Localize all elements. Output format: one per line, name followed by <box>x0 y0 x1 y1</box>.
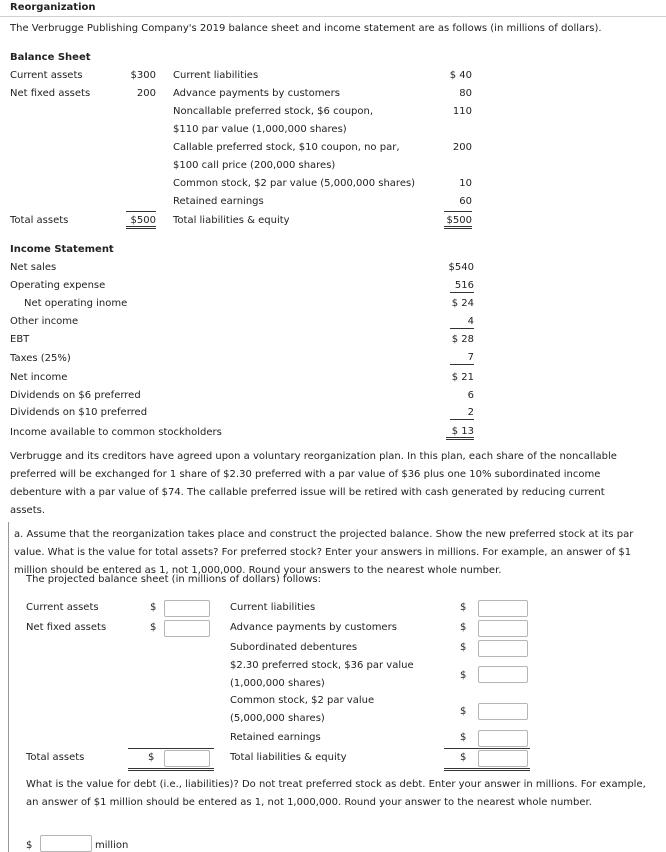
is-other-income-value: 4 <box>450 316 474 329</box>
is-income-common-label: Income available to common stockholders <box>10 427 222 438</box>
bs-total-assets-value: $500 <box>126 211 156 229</box>
bs-retained-earnings-label: Retained earnings <box>173 196 264 207</box>
is-net-sales-label: Net sales <box>10 262 57 273</box>
is-net-operating-income-label: Net operating inome <box>24 298 128 309</box>
is-div-10-preferred-label: Dividends on $10 preferred <box>10 407 148 418</box>
proj-advance-payments-input[interactable] <box>478 620 528 637</box>
proj-total-assets-label: Total assets <box>26 752 85 763</box>
proj-common-stock-currency: $ <box>460 706 467 717</box>
is-div-10-preferred-value: 2 <box>450 407 474 420</box>
proj-current-liabilities-input[interactable] <box>478 600 528 617</box>
proj-advance-payments-label: Advance payments by customers <box>230 622 397 633</box>
intro-text: The Verbrugge Publishing Company's 2019 balance sheet and income statement are as follows (in millions of dollars). <box>10 23 602 34</box>
debt-currency: $ <box>26 840 33 851</box>
is-taxes-value: 7 <box>450 352 474 365</box>
proj-total-le-currency: $ <box>460 752 467 763</box>
page-title: Reorganization <box>10 2 96 13</box>
proj-net-fixed-assets-label: Net fixed assets <box>26 622 107 633</box>
proj-common-stock-label: Common stock, $2 par value <box>230 695 375 706</box>
proj-net-fixed-assets-currency: $ <box>150 622 157 633</box>
proj-total-le-double-rule <box>444 768 530 771</box>
reorganization-plan-text: Verbrugge and its creditors have agreed upon a voluntary reorganization plan. In this plan, each share of the noncallable preferred will be exchanged for 1 share of $2.30 preferred with a par value of $36 plus one 10% subordinated income debenture with a par value of $74. The callable preferred issue will be retired with cash generated by reducing current assets. <box>10 451 617 516</box>
bs-net-fixed-assets-label: Net fixed assets <box>10 88 91 99</box>
bs-current-assets-value: $300 <box>130 70 156 81</box>
bs-common-stock-value: 10 <box>459 178 472 189</box>
proj-total-assets-currency: $ <box>148 752 155 763</box>
bs-advance-payments-label: Advance payments by customers <box>173 88 340 99</box>
bs-noncallable-preferred-value: 110 <box>452 106 472 117</box>
proj-total-le-label: Total liabilities & equity <box>230 752 347 763</box>
proj-current-assets-label: Current assets <box>26 602 99 613</box>
bs-noncallable-preferred-detail: $110 par value (1,000,000 shares) <box>173 124 347 135</box>
proj-total-assets-rule <box>128 748 214 749</box>
is-net-income-value: $ 21 <box>451 372 474 383</box>
proj-subordinated-debentures-label: Subordinated debentures <box>230 642 358 653</box>
bs-total-le-value: $500 <box>444 211 472 229</box>
proj-common-stock-shares: (5,000,000 shares) <box>230 713 325 724</box>
is-net-sales-value: $540 <box>448 262 474 273</box>
is-ebt-label: EBT <box>10 334 30 345</box>
proj-current-assets-currency: $ <box>150 602 157 613</box>
proj-total-le-input[interactable] <box>478 750 528 767</box>
bs-noncallable-preferred-label: Noncallable preferred stock, $6 coupon, <box>173 106 374 117</box>
debt-input[interactable] <box>40 835 92 852</box>
is-operating-expense-value: 516 <box>450 280 474 293</box>
proj-advance-payments-currency: $ <box>460 622 467 633</box>
proj-new-preferred-shares: (1,000,000 shares) <box>230 678 325 689</box>
proj-new-preferred-label: $2.30 preferred stock, $36 par value <box>230 660 414 671</box>
bs-current-liabilities-value: $ 40 <box>449 70 472 81</box>
bs-callable-preferred-value: 200 <box>452 142 472 153</box>
bs-callable-preferred-label: Callable preferred stock, $10 coupon, no par, <box>173 142 400 153</box>
proj-subordinated-debentures-currency: $ <box>460 642 467 653</box>
is-div-6-preferred-label: Dividends on $6 preferred <box>10 390 141 401</box>
debt-unit: million <box>95 840 129 851</box>
bs-current-liabilities-label: Current liabilities <box>173 70 259 81</box>
is-net-income-label: Net income <box>10 372 68 383</box>
income-statement-title: Income Statement <box>10 244 114 255</box>
proj-new-preferred-input[interactable] <box>478 666 528 683</box>
proj-total-le-rule <box>444 748 530 749</box>
proj-subordinated-debentures-input[interactable] <box>478 640 528 657</box>
is-other-income-label: Other income <box>10 316 79 327</box>
part-a-subtitle: The projected balance sheet (in millions of dollars) follows: <box>26 574 321 585</box>
proj-common-stock-input[interactable] <box>478 703 528 720</box>
proj-current-liabilities-label: Current liabilities <box>230 602 316 613</box>
proj-total-assets-input[interactable] <box>164 750 210 767</box>
is-income-common-value: $ 13 <box>446 426 474 440</box>
bs-common-stock-label: Common stock, $2 par value (5,000,000 shares) <box>173 178 416 189</box>
proj-current-assets-input[interactable] <box>164 600 210 617</box>
balance-sheet-title: Balance Sheet <box>10 52 91 63</box>
is-taxes-label: Taxes (25%) <box>10 353 71 364</box>
debt-question: What is the value for debt (i.e., liabilities)? Do not treat preferred stock as debt. Enter your answer in millions. For example, an answer of $1 million should be entered as 1, not 1,000,000. Round your answer to the nearest whole number. <box>26 779 646 808</box>
bs-callable-preferred-detail: $100 call price (200,000 shares) <box>173 160 336 171</box>
is-operating-expense-label: Operating expense <box>10 280 106 291</box>
bs-current-assets-label: Current assets <box>10 70 83 81</box>
is-net-operating-income-value: $ 24 <box>451 298 474 309</box>
is-div-6-preferred-value: 6 <box>467 390 474 401</box>
bs-retained-earnings-value: 60 <box>459 196 472 207</box>
bs-advance-payments-value: 80 <box>459 88 472 99</box>
proj-retained-earnings-currency: $ <box>460 732 467 743</box>
bs-total-le-label: Total liabilities & equity <box>173 215 290 226</box>
proj-retained-earnings-label: Retained earnings <box>230 732 321 743</box>
proj-net-fixed-assets-input[interactable] <box>164 620 210 637</box>
proj-total-assets-double-rule <box>128 768 214 771</box>
part-a-question <box>14 526 654 580</box>
is-ebt-value: $ 28 <box>451 334 474 345</box>
proj-retained-earnings-input[interactable] <box>478 730 528 747</box>
proj-current-liabilities-currency: $ <box>460 602 467 613</box>
part-a-question-text: a. Assume that the reorganization takes place and construct the projected balance. Show the new preferred stock at its par value. What is the value for total assets? For preferred stock? Enter your answers in millions. For example, an answer of $1 million should be entered as 1, not 1,000,000. Round your answers to the nearest whole number. <box>14 529 634 576</box>
proj-new-preferred-currency: $ <box>460 670 467 681</box>
title-divider <box>0 16 666 17</box>
bs-total-assets-label: Total assets <box>10 215 69 226</box>
bs-net-fixed-assets-value: 200 <box>136 88 156 99</box>
